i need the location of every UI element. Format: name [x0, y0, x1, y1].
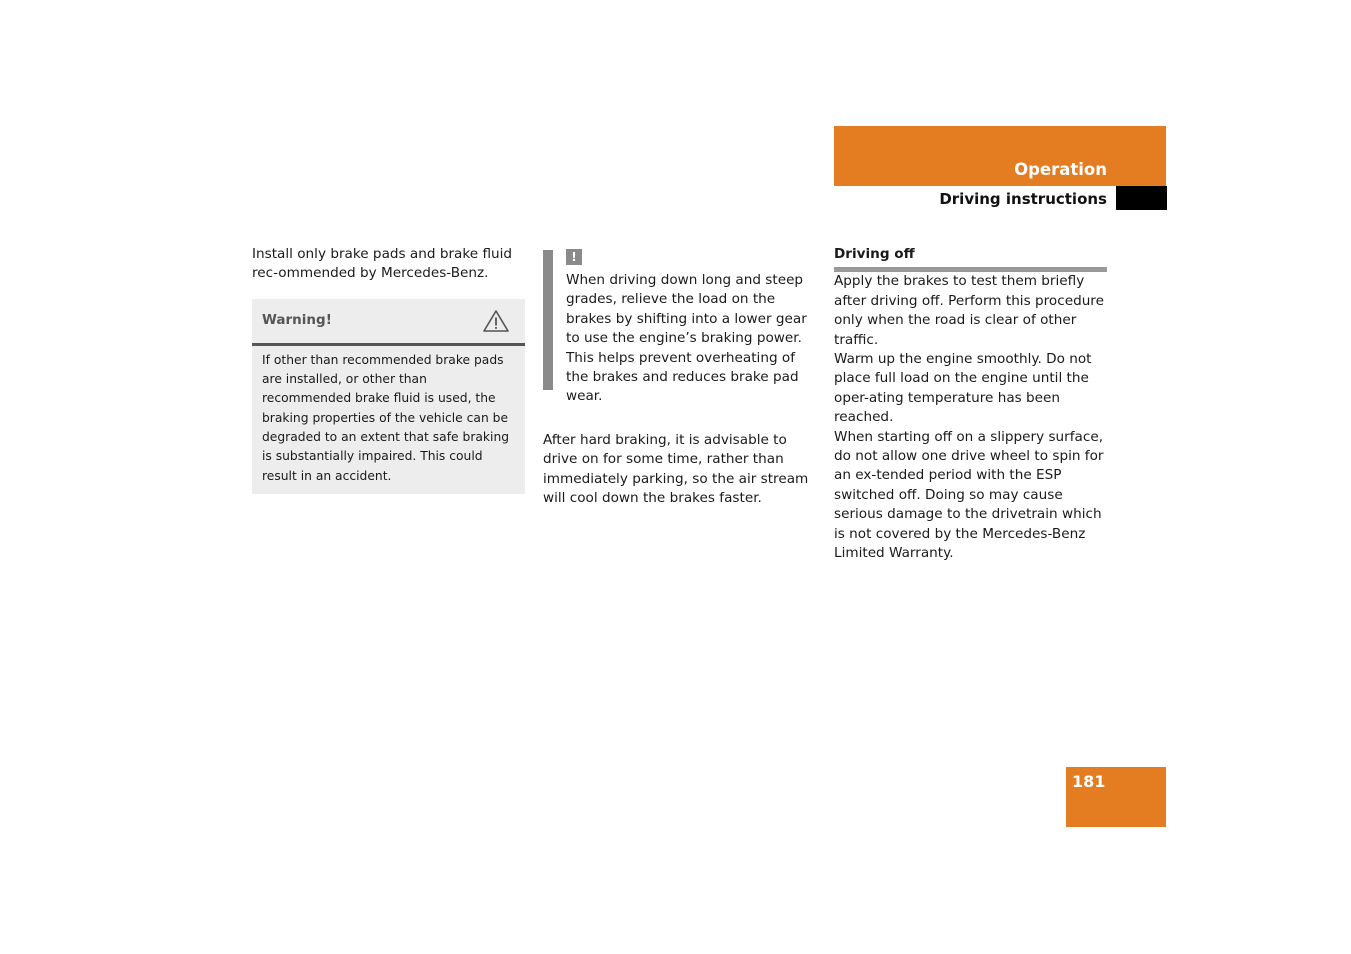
page-number: 181 [1072, 772, 1106, 791]
section-tab-marker [1116, 186, 1167, 210]
warning-header [252, 299, 525, 346]
paragraph-slippery-surface: When starting off on a slippery surface, do not allow one drive wheel to spin for an ex-tended period with the ESP switched off. Doing so may cause serious damage to the drivetrain which is not covered by the Mercedes-Benz Limited Warranty. [834, 428, 1104, 562]
exclamation-icon: ! [566, 249, 582, 265]
section-title: Operation [1014, 160, 1107, 179]
intro-text: Install only brake pads and brake fluid rec-ommended by Mercedes-Benz. [252, 246, 513, 282]
warning-box [252, 299, 525, 494]
braking-advice-text: After hard braking, it is advisable to drive on for some time, rather than immediately parking, so the air stream will cool down the brakes faster. [543, 431, 809, 507]
note-bar [543, 250, 553, 390]
paragraph-brake-test: Apply the brakes to test them briefly after driving off. Perform this procedure only when the road is clear of other traffic. [834, 273, 1104, 348]
warning-title: Warning! [262, 312, 332, 329]
paragraph-warm-up: Warm up the engine smoothly. Do not place full load on the engine until the oper-ating temperature has been reached. [834, 351, 1092, 426]
subsection-title: Driving instructions [939, 190, 1107, 208]
note-text: When driving down long and steep grades, relieve the load on the brakes by shifting into a lower gear to use the engine’s braking power. This helps prevent overheating of the brakes and reduces brake pad wear. [566, 272, 807, 405]
warning-triangle-icon [482, 309, 510, 333]
note-box [543, 245, 815, 407]
section-header-band [834, 126, 1166, 186]
driving-off-heading: Driving off [834, 245, 1107, 272]
page-number-box [1066, 767, 1166, 827]
middle-column [543, 245, 815, 508]
left-column [252, 245, 526, 494]
right-column [834, 245, 1108, 564]
warning-body: If other than recommended brake pads are installed, or other than recommended brake fluid is used, the braking properties of the vehicle can be degraded to an extent that safe braking is substantially impaired. This could result in an accident. [262, 352, 510, 483]
